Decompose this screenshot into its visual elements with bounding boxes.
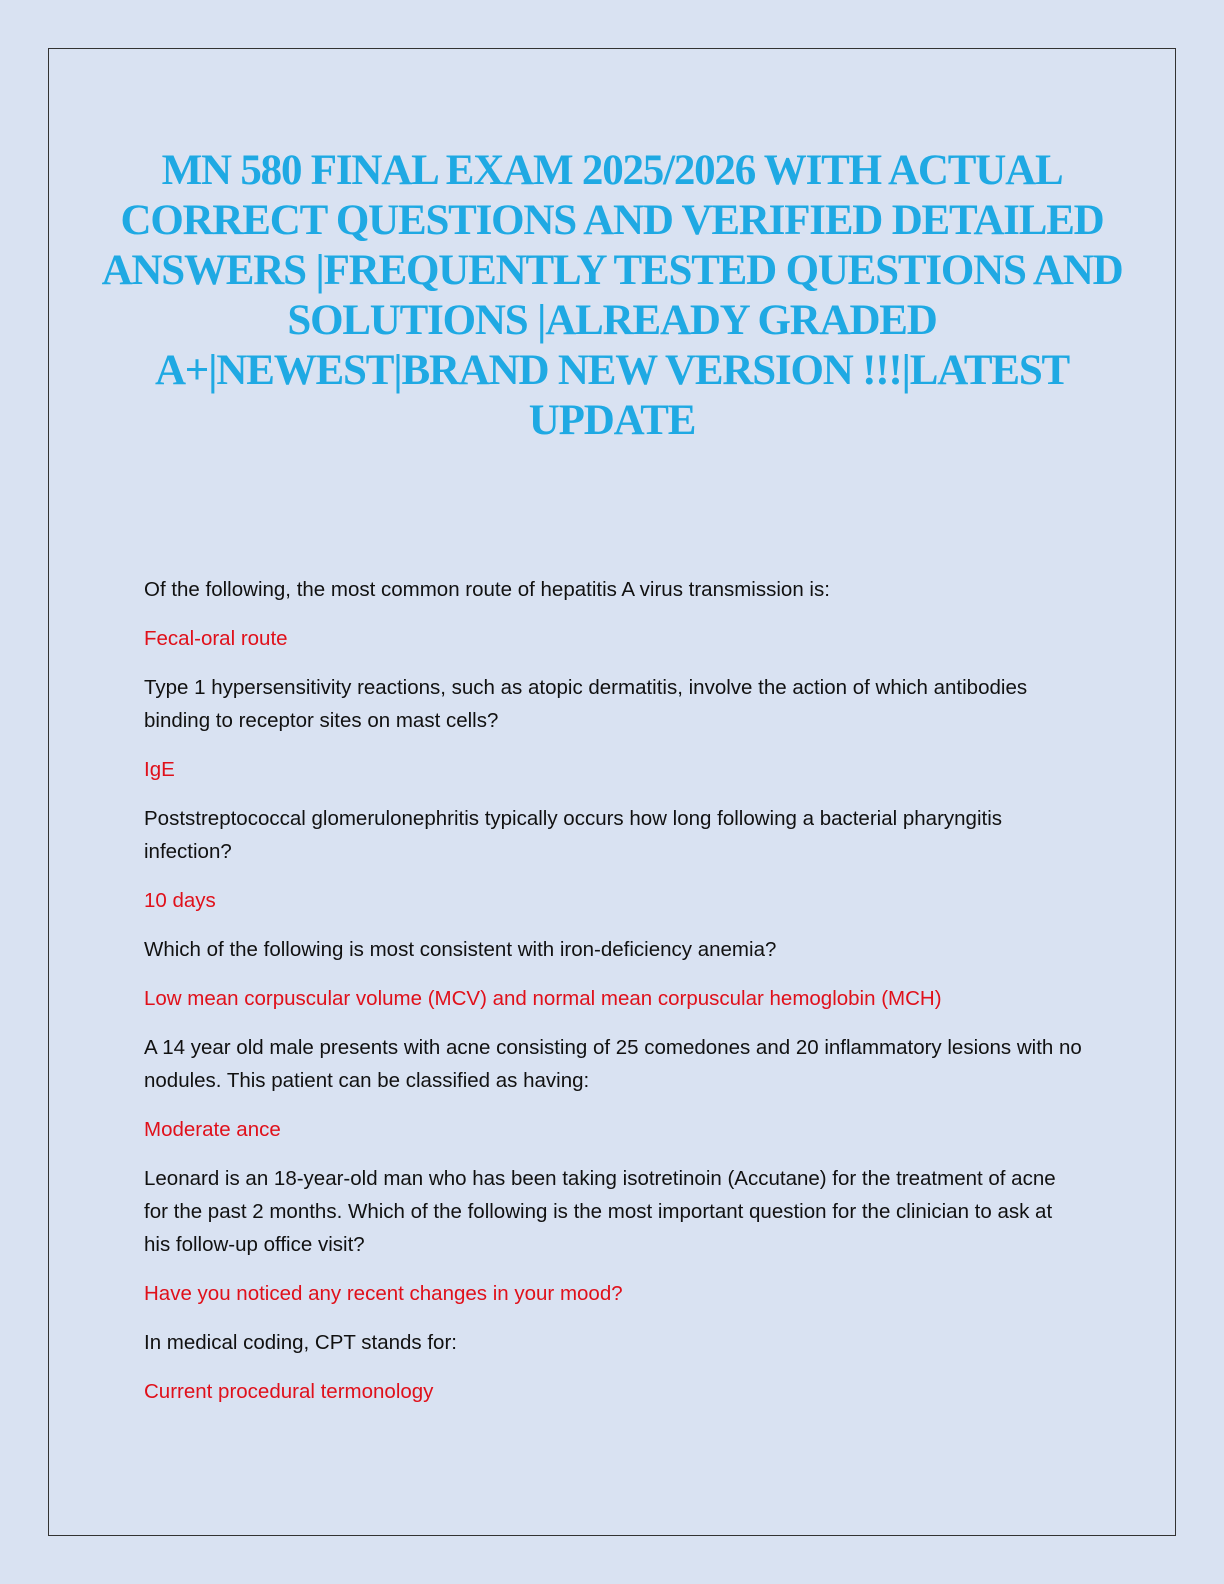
answer-text: Have you noticed any recent changes in your mood? xyxy=(144,1282,623,1305)
question-text: In medical coding, CPT stands for: xyxy=(144,1331,457,1354)
question-text: Type 1 hypersensitivity reactions, such as atopic dermatitis, involve the action of which antibodies binding to receptor sites on mast cells? xyxy=(144,676,1028,732)
qa-item xyxy=(144,933,1084,1015)
qa-list xyxy=(144,573,1084,1424)
question-text: Poststreptococcal glomerulonephritis typically occurs how long following a bacterial pharyngitis infection? xyxy=(144,807,1003,863)
question-text: Leonard is an 18-year-old man who has been taking isotretinoin (Accutane) for the treatment of acne for the past 2 months. Which of the following is the most important question for the clinician to ask at his follow-up office visit? xyxy=(144,1167,1056,1256)
answer-text: IgE xyxy=(144,758,175,781)
answer-text: Fecal-oral route xyxy=(144,627,288,650)
answer-text: Moderate ance xyxy=(144,1118,281,1141)
question-text: A 14 year old male presents with acne consisting of 25 comedones and 20 inflammatory lesions with no nodules. This patient can be classified as having: xyxy=(144,1036,1082,1092)
question-text: Which of the following is most consistent with iron-deficiency anemia? xyxy=(144,938,777,961)
qa-item xyxy=(144,1031,1084,1146)
question-text: Of the following, the most common route of hepatitis A virus transmission is: xyxy=(144,578,830,601)
qa-item xyxy=(144,573,1084,655)
answer-text: Current procedural termonology xyxy=(144,1380,434,1403)
qa-item xyxy=(144,1162,1084,1310)
qa-item xyxy=(144,671,1084,786)
document-title: MN 580 FINAL EXAM 2025/2026 WITH ACTUAL CORRECT QUESTIONS AND VERIFIED DETAILED ANSWERS |FREQUENTLY TESTED QUESTIONS AND SOLUTIONS |ALREADY GRADED A+|NEWEST|BRAND NEW VERSION !!!|LATEST UPDATE xyxy=(101,147,1123,444)
answer-text: Low mean corpuscular volume (MCV) and normal mean corpuscular hemoglobin (MCH) xyxy=(144,987,942,1010)
answer-text: 10 days xyxy=(144,889,216,912)
qa-item xyxy=(144,1326,1084,1408)
qa-item xyxy=(144,802,1084,917)
